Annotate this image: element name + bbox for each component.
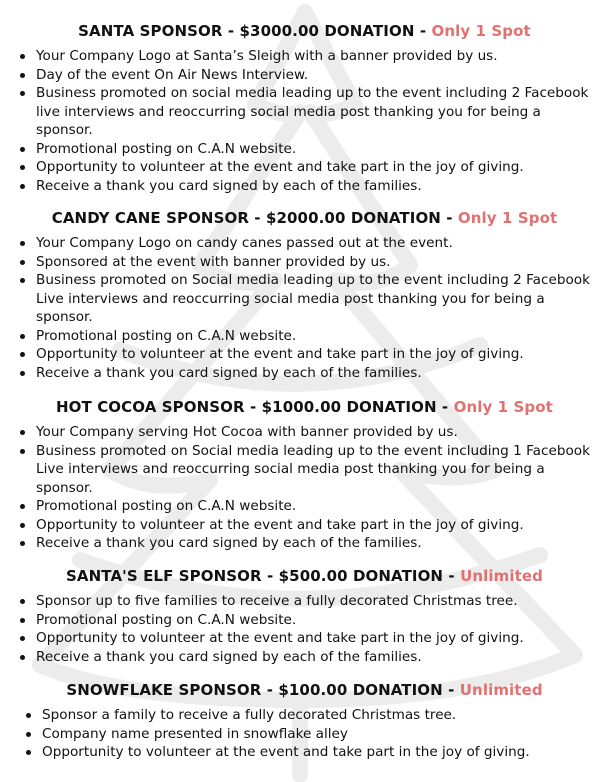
hot-cocoa-sponsor-benefits-list <box>0 423 609 553</box>
hot-cocoa-sponsor-availability: Only 1 Spot <box>453 398 553 416</box>
hot-cocoa-sponsor-title: HOT COCOA SPONSOR - $1000.00 DONATION - <box>56 398 454 416</box>
benefit-item: Company name presented in snowflake alley <box>0 725 609 744</box>
santa-sponsor-section <box>0 20 609 195</box>
santas-elf-sponsor-section <box>0 565 609 666</box>
benefit-item: Receive a thank you card signed by each of the families. <box>0 534 609 553</box>
santas-elf-sponsor-heading <box>0 565 609 587</box>
benefit-item: Promotional posting on C.A.N website. <box>0 611 609 630</box>
snowflake-sponsor-heading <box>0 679 609 701</box>
benefit-item: Promotional posting on C.A.N website. <box>0 140 609 159</box>
snowflake-sponsor-title: SNOWFLAKE SPONSOR - $100.00 DONATION - <box>66 681 460 699</box>
benefit-item: Opportunity to volunteer at the event and take part in the joy of giving. <box>0 629 609 648</box>
benefit-item: Opportunity to volunteer at the event and take part in the joy of giving. <box>0 158 609 177</box>
benefit-item: Receive a thank you card signed by each of the families. <box>0 364 609 383</box>
benefit-item: Opportunity to volunteer at the event and take part in the joy of giving. <box>0 516 609 535</box>
benefit-item: Promotional posting on C.A.N website. <box>0 327 609 346</box>
benefit-item: Business promoted on Social media leading up to the event including 1 Facebook Live interviews and reoccurring social media post thanking you for being a sponsor. <box>0 442 609 498</box>
candy-cane-sponsor-section <box>0 207 609 382</box>
santa-sponsor-heading <box>0 20 609 42</box>
candy-cane-sponsor-heading <box>0 207 609 229</box>
benefit-item: Sponsor a family to receive a fully decorated Christmas tree. <box>0 706 609 725</box>
benefit-item: Receive a thank you card signed by each of the families. <box>0 177 609 196</box>
benefit-item: Opportunity to volunteer at the event and take part in the joy of giving. <box>0 345 609 364</box>
benefit-item: Sponsored at the event with banner provided by us. <box>0 253 609 272</box>
snowflake-sponsor-availability: Unlimited <box>459 681 543 699</box>
benefit-item: Business promoted on social media leading up to the event including 2 Facebook live interviews and reoccurring social media post thanking you for being a sponsor. <box>0 84 609 140</box>
santas-elf-sponsor-availability: Unlimited <box>460 567 543 585</box>
santas-elf-sponsor-benefits-list <box>0 592 609 666</box>
hot-cocoa-sponsor-heading <box>0 396 609 418</box>
santa-sponsor-benefits-list <box>0 47 609 195</box>
santa-sponsor-availability: Only 1 Spot <box>431 22 531 40</box>
santa-sponsor-title: SANTA SPONSOR - $3000.00 DONATION - <box>78 22 432 40</box>
snowflake-sponsor-benefits-list <box>0 706 609 762</box>
candy-cane-sponsor-availability: Only 1 Spot <box>457 209 558 227</box>
benefit-item: Opportunity to volunteer at the event and take part in the joy of giving. <box>0 743 609 762</box>
candy-cane-sponsor-title: CANDY CANE SPONSOR - $2000.00 DONATION - <box>51 209 458 227</box>
benefit-item: Promotional posting on C.A.N website. <box>0 497 609 516</box>
benefit-item: Your Company serving Hot Cocoa with banner provided by us. <box>0 423 609 442</box>
benefit-item: Your Company Logo at Santa’s Sleigh with a banner provided by us. <box>0 47 609 66</box>
snowflake-sponsor-section <box>0 679 609 762</box>
benefit-item: Your Company Logo on candy canes passed out at the event. <box>0 234 609 253</box>
benefit-item: Sponsor up to five families to receive a fully decorated Christmas tree. <box>0 592 609 611</box>
benefit-item: Day of the event On Air News Interview. <box>0 66 609 85</box>
santas-elf-sponsor-title: SANTA'S ELF SPONSOR - $500.00 DONATION - <box>66 567 461 585</box>
hot-cocoa-sponsor-section <box>0 396 609 553</box>
benefit-item: Receive a thank you card signed by each of the families. <box>0 648 609 667</box>
candy-cane-sponsor-benefits-list <box>0 234 609 382</box>
benefit-item: Business promoted on Social media leading up to the event including 2 Facebook Live interviews and reoccurring social media post thanking you for being a sponsor. <box>0 271 609 327</box>
